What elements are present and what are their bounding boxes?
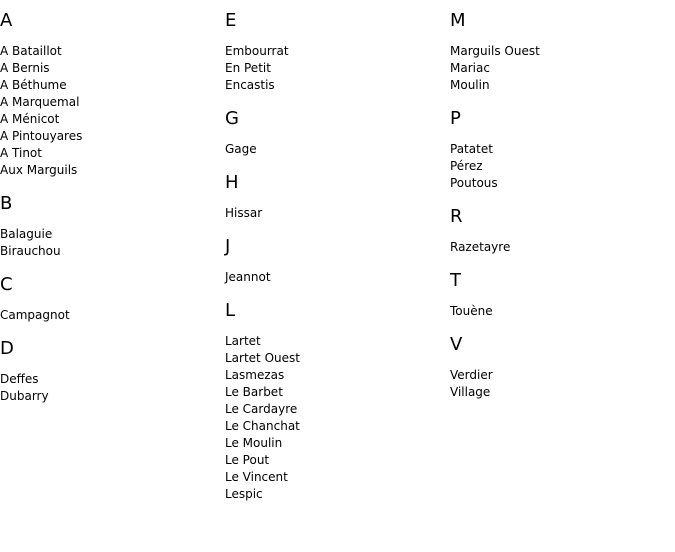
place-list <box>450 367 670 401</box>
place-link[interactable]: Mariac <box>450 61 490 75</box>
place-link[interactable]: A Marquemal <box>0 95 80 109</box>
place-link[interactable]: Jeannot <box>225 270 271 284</box>
place-link[interactable]: Poutous <box>450 176 498 190</box>
place-link[interactable]: Balaguie <box>0 227 53 241</box>
place-link[interactable]: Birauchou <box>0 244 61 258</box>
place-list <box>0 371 220 405</box>
place-link[interactable]: Le Barbet <box>225 385 283 399</box>
index-column-1 <box>0 10 220 419</box>
place-link[interactable]: Le Cardayre <box>225 402 298 416</box>
place-link[interactable]: A Ménicot <box>0 112 60 126</box>
place-link[interactable]: Embourrat <box>225 44 289 58</box>
place-list <box>225 333 445 503</box>
place-link[interactable]: Village <box>450 385 491 399</box>
place-link[interactable]: Dubarry <box>0 389 49 403</box>
place-link[interactable]: En Petit <box>225 61 271 75</box>
place-link[interactable]: Verdier <box>450 368 493 382</box>
letter-group <box>225 108 445 158</box>
place-link[interactable]: Lespic <box>225 487 263 501</box>
place-list <box>225 43 445 94</box>
letter-group <box>225 172 445 222</box>
place-link[interactable]: A Bernis <box>0 61 50 75</box>
place-link[interactable]: Hissar <box>225 206 263 220</box>
place-link[interactable]: Razetayre <box>450 240 511 254</box>
place-link[interactable]: Marguils Ouest <box>450 44 540 58</box>
letter-heading: T <box>450 270 461 291</box>
place-link[interactable]: A Tinot <box>0 146 42 160</box>
place-link[interactable]: Touène <box>450 304 493 318</box>
letter-heading: E <box>225 10 237 31</box>
letter-heading: P <box>450 108 461 129</box>
letter-heading: R <box>450 206 463 227</box>
letter-heading: H <box>225 172 239 193</box>
place-list <box>0 226 220 260</box>
index-column-3 <box>450 10 670 415</box>
place-link[interactable]: A Pintouyares <box>0 129 83 143</box>
letter-group <box>225 236 445 286</box>
letter-group <box>0 193 220 260</box>
place-list <box>450 43 670 94</box>
letter-heading: V <box>450 334 463 355</box>
letter-group <box>225 10 445 94</box>
letter-group <box>225 300 445 503</box>
letter-heading: A <box>0 10 13 31</box>
place-list <box>0 307 220 324</box>
letter-group <box>450 108 670 192</box>
letter-heading: B <box>0 193 13 214</box>
place-link[interactable]: A Bataillot <box>0 44 62 58</box>
place-list <box>225 205 445 222</box>
place-link[interactable]: Campagnot <box>0 308 70 322</box>
letter-group <box>0 274 220 324</box>
letter-group <box>450 334 670 401</box>
place-list <box>0 43 220 179</box>
place-list <box>450 303 670 320</box>
letter-group <box>0 10 220 179</box>
place-list <box>225 141 445 158</box>
place-link[interactable]: Lartet Ouest <box>225 351 300 365</box>
place-link[interactable]: Moulin <box>450 78 490 92</box>
letter-heading: C <box>0 274 13 295</box>
place-link[interactable]: Le Moulin <box>225 436 283 450</box>
letter-group <box>450 10 670 94</box>
index-column-2 <box>225 10 445 517</box>
place-list <box>450 141 670 192</box>
letter-heading: L <box>225 300 236 321</box>
place-link[interactable]: Gage <box>225 142 257 156</box>
place-link[interactable]: Lartet <box>225 334 261 348</box>
letter-group <box>450 270 670 320</box>
place-link[interactable]: Aux Marguils <box>0 163 78 177</box>
place-link[interactable]: Lasmezas <box>225 368 285 382</box>
letter-heading: J <box>225 236 231 257</box>
place-list <box>450 239 670 256</box>
place-link[interactable]: Deffes <box>0 372 39 386</box>
letter-heading: M <box>450 10 466 31</box>
place-link[interactable]: Patatet <box>450 142 493 156</box>
letter-group <box>0 338 220 405</box>
place-link[interactable]: Pérez <box>450 159 483 173</box>
place-link[interactable]: Le Pout <box>225 453 270 467</box>
letter-heading: G <box>225 108 239 129</box>
place-link[interactable]: Le Vincent <box>225 470 288 484</box>
place-list <box>225 269 445 286</box>
place-link[interactable]: Encastis <box>225 78 275 92</box>
place-link[interactable]: A Béthume <box>0 78 67 92</box>
letter-heading: D <box>0 338 14 359</box>
letter-group <box>450 206 670 256</box>
place-link[interactable]: Le Chanchat <box>225 419 300 433</box>
